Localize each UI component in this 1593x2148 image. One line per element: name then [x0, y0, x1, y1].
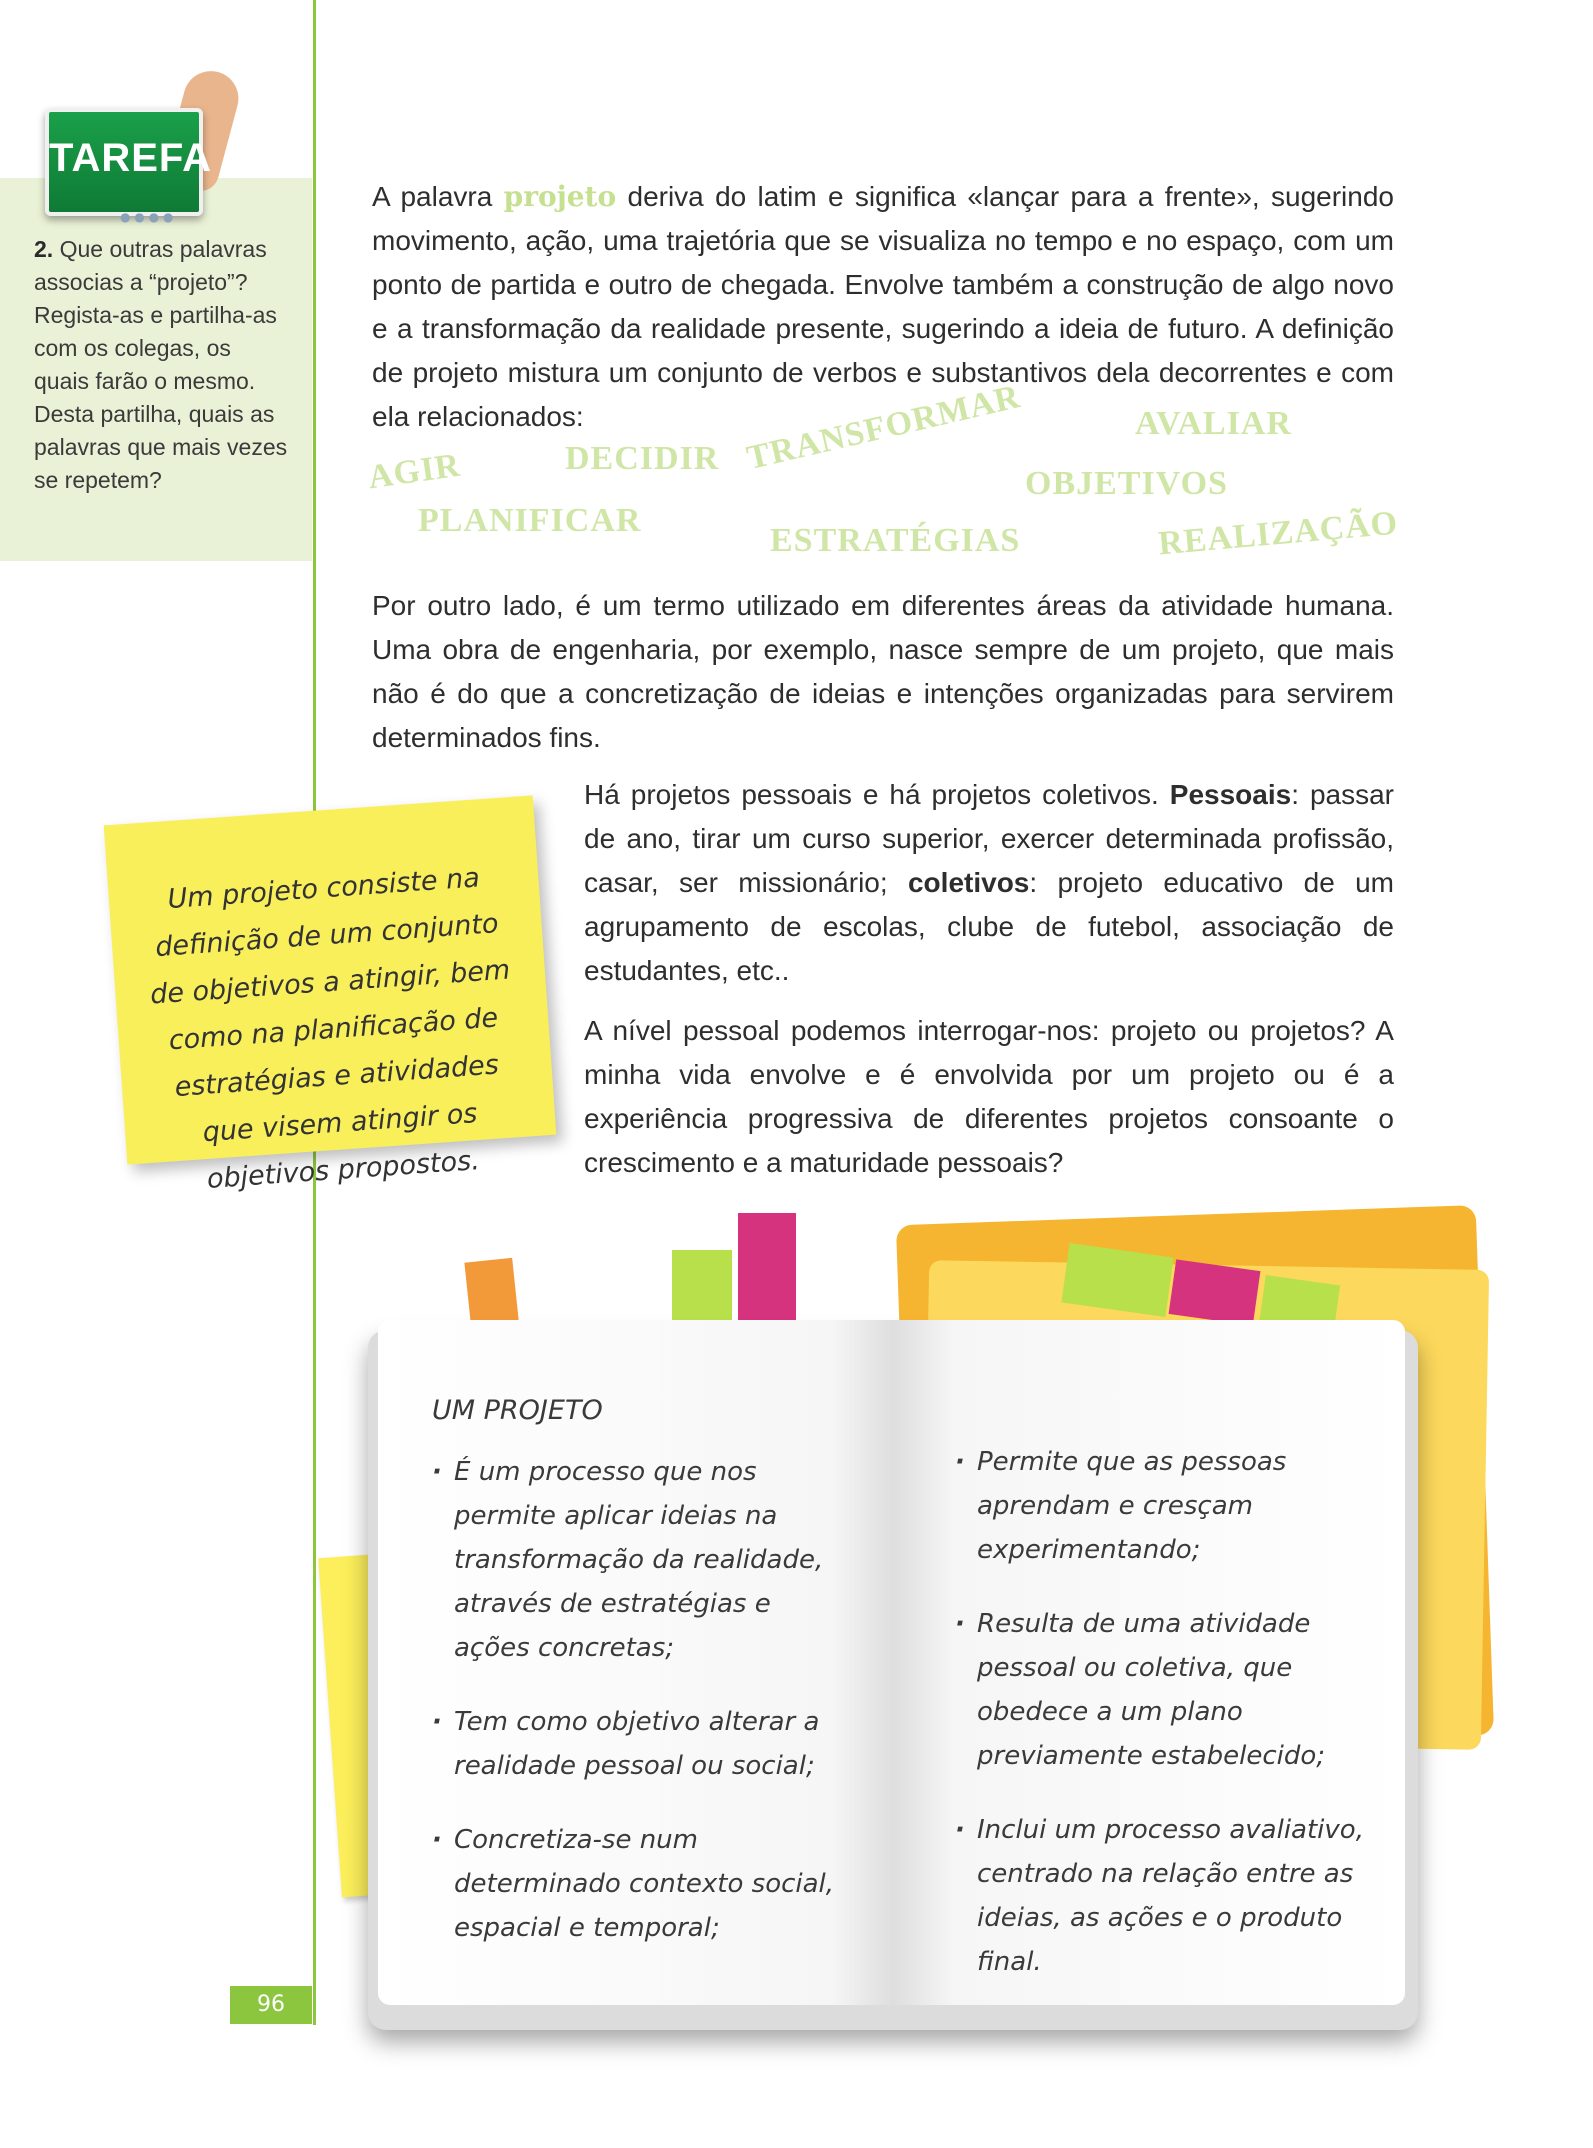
- list-item: · Permite que as pessoas aprendam e cresçam experimentando;: [955, 1440, 1375, 1572]
- paragraph-types: [584, 773, 1394, 993]
- tab-magenta-right: [1169, 1259, 1261, 1325]
- types-lead: Há projetos pessoais e há projetos coletivos.: [584, 779, 1170, 810]
- list-item: · Resulta de uma atividade pessoal ou coletiva, que obedece a um plano previamente estabelecido;: [955, 1602, 1375, 1778]
- book-list-left: [432, 1450, 852, 1980]
- types-coletivos: coletivos: [907, 867, 1030, 898]
- word-planificar: PLANIFICAR: [418, 502, 642, 539]
- tarefa-badge: [45, 108, 213, 216]
- list-item: · Concretiza-se num determinado contexto social, espacial e temporal;: [432, 1818, 852, 1950]
- paragraph-personal: A nível pessoal podemos interrogar-nos: projeto ou projetos? A minha vida envolve e é envolvida por um projeto ou é a experiência progressiva de diferentes projetos consoante o crescimento e a maturidade pessoais?: [584, 1015, 1394, 1178]
- list-item: · Inclui um processo avaliativo, centrado na relação entre as ideias, as ações e o produto final.: [955, 1808, 1375, 1984]
- types-tail: : projeto educativo de um agrupamento de escolas, clube de futebol, associação de estudantes, etc..: [584, 867, 1394, 986]
- types-pessoais: Pessoais: [1169, 779, 1292, 810]
- intro-paragraph: [372, 175, 1394, 439]
- task-question: Que outras palavras associas a “projeto”? Regista-as e partilha-as com os colegas, os quais farão o mesmo. Desta partilha, quais as palavras que mais vezes se repetem?: [34, 236, 288, 493]
- task-text: [34, 233, 289, 497]
- list-item: · É um processo que nos permite aplicar ideias na transformação da realidade, através de estratégias e ações concretas;: [432, 1450, 852, 1670]
- types-mid: : passar de ano, tirar um curso superior, exercer determinada profissão, casar, ser missionário;: [584, 779, 1394, 898]
- intro-rest: deriva do latim e significa «lançar para a frente», sugerindo movimento, ação, uma trajetória que se visualiza no tempo e no espaço, com um ponto de partida e outro de chegada. Envolve também a construção de algo novo e a transformação da realidade presente, sugerindo a ideia de futuro. A definição de projeto mistura um conjunto de verbos e substantivos dela decorrentes e com ela relacionados:: [372, 181, 1394, 432]
- word-avaliar: AVALIAR: [1135, 405, 1292, 442]
- intro-lead: A palavra: [372, 181, 504, 212]
- page-number: 96: [230, 1986, 312, 2024]
- word-agir: AGIR: [365, 446, 463, 497]
- word-decidir: DECIDIR: [565, 440, 720, 477]
- word-realizacao: REALIZAÇÃO: [1156, 504, 1400, 563]
- sticky-note-text: Um projeto consiste na definição de um conjunto de objetivos a atingir, bem como na planificação de estratégias e atividades que visem atingir os objetivos propostos.: [149, 862, 512, 1196]
- task-number: 2.: [34, 236, 54, 262]
- book-title: UM PROJETO: [432, 1395, 603, 1426]
- sticky-note: [104, 795, 557, 1196]
- tarefa-badge-label: TAREFA: [49, 136, 213, 180]
- word-transformar: TRANSFORMAR: [743, 378, 1024, 478]
- word-estrategias: ESTRATÉGIAS: [770, 522, 1021, 559]
- badge-decoration: ● ● ● ●: [120, 210, 174, 224]
- paragraph-areas: Por outro lado, é um termo utilizado em diferentes áreas da atividade humana. Uma obra de engenharia, por exemplo, nasce sempre de um projeto, que mais não é do que a concretização de ideias e intenções organizadas para servirem determinados fins.: [372, 590, 1394, 753]
- keyword-projeto: projeto: [503, 180, 617, 213]
- book-list-right: [955, 1440, 1375, 2014]
- word-objetivos: OBJETIVOS: [1025, 465, 1228, 502]
- list-item: · Tem como objetivo alterar a realidade pessoal ou social;: [432, 1700, 852, 1788]
